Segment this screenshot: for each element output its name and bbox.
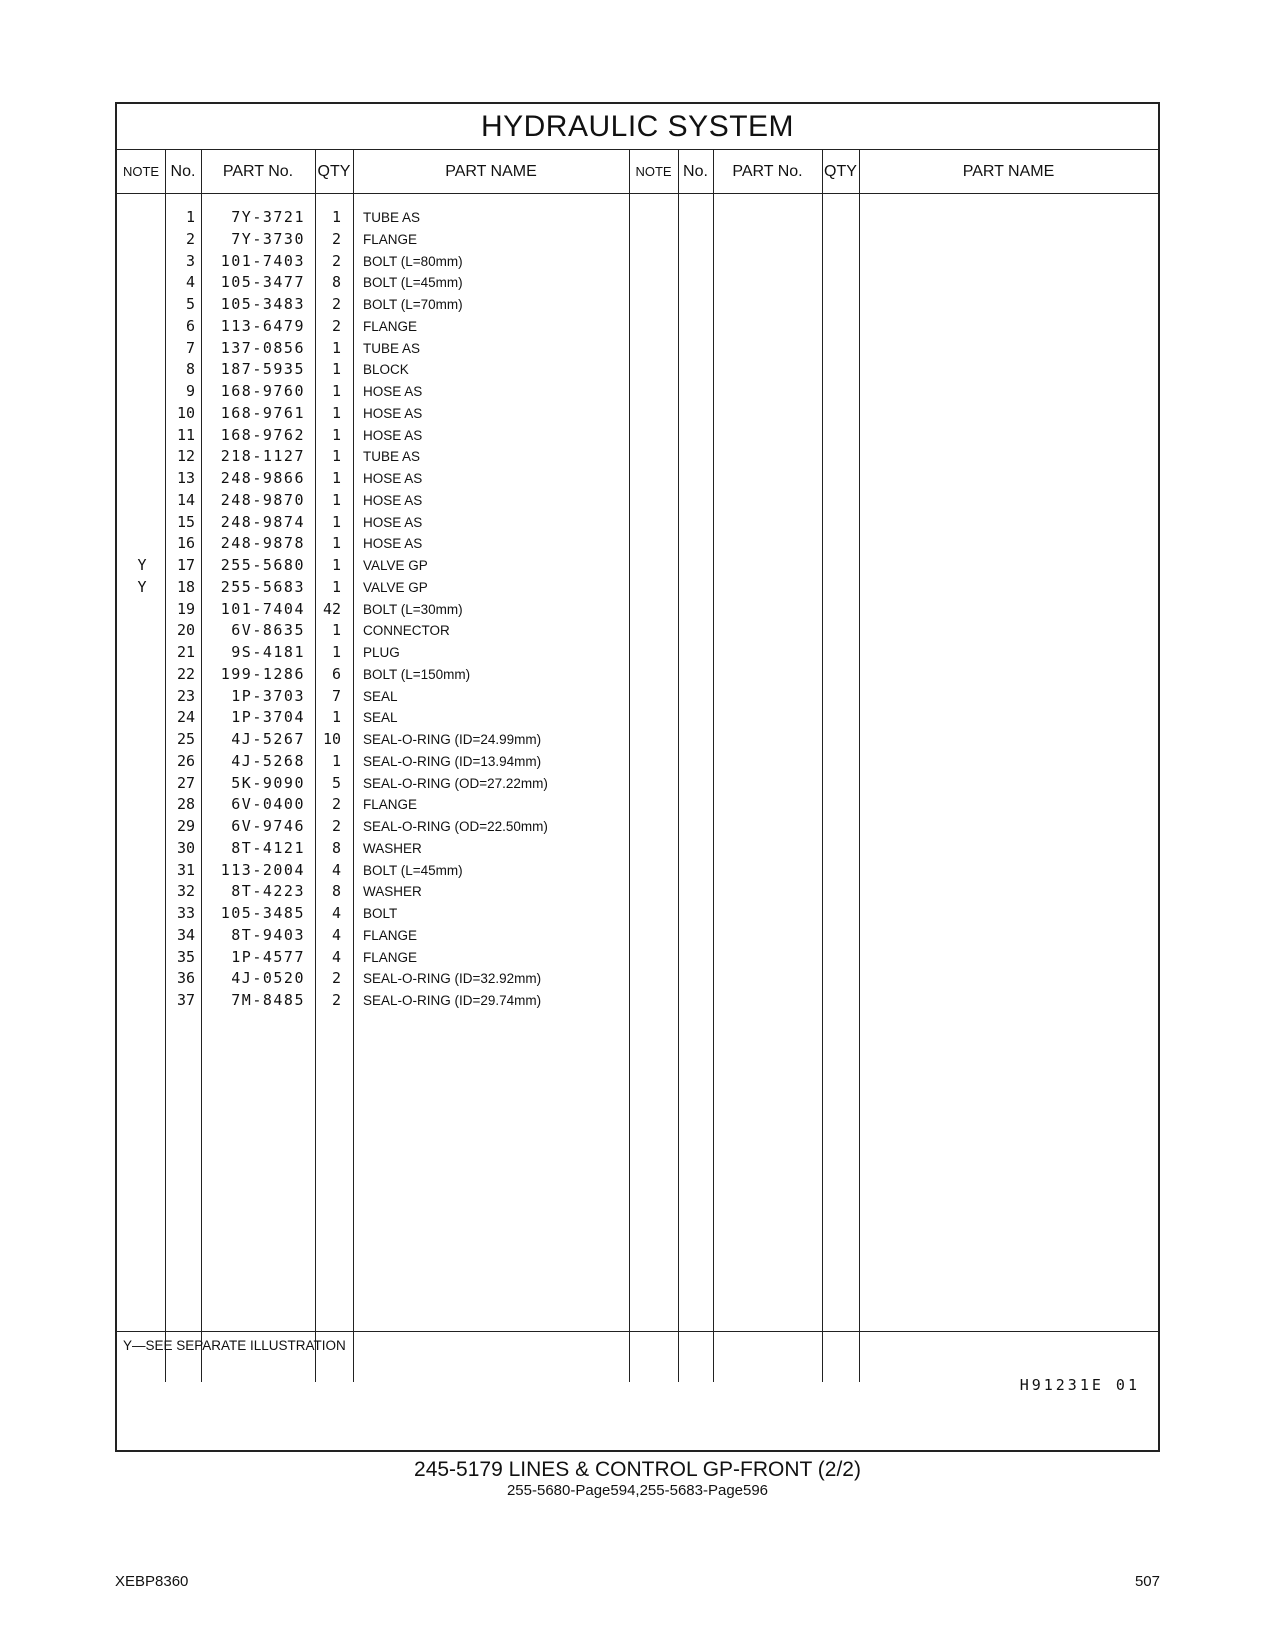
table-row — [117, 838, 677, 860]
part-number-cell: 168-9760 — [220, 382, 305, 400]
part-name-cell: BLOCK — [363, 362, 409, 378]
item-number-cell: 6 — [185, 316, 195, 335]
table-row — [117, 425, 677, 447]
part-number-cell: 7M-8485 — [231, 991, 305, 1009]
quantity-cell: 4 — [331, 925, 341, 944]
table-row — [117, 903, 677, 925]
item-number-cell: 15 — [176, 512, 195, 531]
item-number-cell: 32 — [176, 882, 195, 901]
item-number-cell: 11 — [176, 425, 195, 444]
table-row — [117, 207, 677, 229]
part-number-cell: 199-1286 — [220, 664, 305, 683]
part-number-cell: 248-9874 — [220, 512, 305, 531]
item-number-cell: 23 — [176, 686, 195, 705]
item-number-cell: 25 — [176, 730, 195, 748]
document-id: XEBP8360 — [115, 1573, 189, 1590]
figure-subcaption: 255-5680-Page594,255-5683-Page596 — [506, 1482, 769, 1499]
part-number-cell: 101-7403 — [220, 251, 305, 270]
item-number-cell: 19 — [176, 599, 195, 618]
table-row — [117, 773, 677, 795]
quantity-cell: 1 — [331, 447, 341, 466]
note-cell — [117, 860, 167, 882]
note-cell — [117, 729, 167, 751]
header-qty-left: QTY — [317, 163, 351, 180]
part-name-cell: HOSE AS — [363, 492, 423, 508]
note-cell — [117, 446, 167, 468]
item-number-cell: 36 — [176, 969, 195, 988]
quantity-cell: 1 — [331, 338, 341, 357]
item-number-cell: 34 — [176, 925, 195, 944]
part-number-cell: 101-7404 — [220, 599, 305, 618]
column-divider — [859, 150, 860, 1382]
part-number-cell: 113-2004 — [220, 860, 305, 879]
column-header-row — [117, 150, 1158, 194]
item-number-cell: 28 — [176, 795, 195, 814]
table-row — [117, 533, 677, 555]
note-cell — [117, 686, 167, 708]
note-cell — [117, 425, 167, 447]
figure-caption: 245-5179 LINES & CONTROL GP-FRONT (2/2) — [414, 1458, 861, 1481]
table-row — [117, 577, 677, 599]
part-name-cell: SEAL-O-RING (OD=22.50mm) — [363, 819, 548, 834]
header-note-left: NOTE — [122, 164, 160, 179]
note-cell — [117, 751, 167, 773]
table-row — [117, 729, 677, 751]
part-number-cell: 255-5683 — [220, 577, 305, 596]
part-name-cell: BOLT (L=30mm) — [363, 601, 463, 617]
part-number-cell: 1P-4577 — [231, 947, 305, 966]
note-cell — [117, 773, 167, 795]
quantity-cell: 1 — [331, 403, 341, 422]
table-row — [117, 555, 677, 577]
part-name-cell: BOLT — [363, 906, 398, 921]
part-number-cell: 248-9866 — [220, 469, 305, 487]
item-number-cell: 13 — [176, 469, 195, 487]
table-bottom-rule — [117, 1331, 1158, 1332]
quantity-cell: 1 — [331, 490, 341, 509]
table-row — [117, 664, 677, 686]
header-part-no-right: PART No. — [732, 163, 803, 180]
quantity-cell: 1 — [331, 643, 341, 661]
part-number-cell: 113-6479 — [220, 316, 305, 335]
part-number-cell: 255-5680 — [220, 556, 305, 574]
table-row — [117, 490, 677, 512]
item-number-cell: 8 — [185, 360, 195, 379]
part-number-cell: 7Y-3730 — [231, 229, 305, 248]
part-name-cell: TUBE AS — [363, 340, 421, 356]
header-qty-right: QTY — [824, 163, 857, 180]
part-name-cell: FLANGE — [363, 927, 418, 943]
item-number-cell: 27 — [176, 773, 195, 792]
table-row — [117, 968, 677, 990]
note-cell — [117, 794, 167, 816]
part-number-cell: 4J-5268 — [231, 751, 305, 770]
note-cell — [117, 642, 167, 664]
part-name-cell: TUBE AS — [363, 210, 421, 225]
part-number-cell: 8T-4121 — [231, 838, 305, 857]
quantity-cell: 6 — [331, 664, 341, 683]
table-row — [117, 707, 677, 729]
part-name-cell: SEAL — [363, 688, 398, 704]
part-name-cell: SEAL-O-RING (ID=24.99mm) — [363, 732, 542, 747]
quantity-cell: 4 — [331, 904, 341, 922]
item-number-cell: 7 — [185, 338, 195, 357]
sheet-code: H91231E 01 — [1019, 1376, 1140, 1394]
quantity-cell: 1 — [331, 382, 341, 400]
table-row — [117, 925, 677, 947]
part-number-cell: 6V-0400 — [231, 795, 305, 814]
note-cell — [117, 990, 167, 1012]
note-cell — [117, 359, 167, 381]
header-no-left: No. — [170, 163, 196, 180]
table-row — [117, 990, 677, 1012]
note-cell — [117, 599, 167, 621]
note-cell — [117, 229, 167, 251]
table-row — [117, 229, 677, 251]
part-name-cell: BOLT (L=45mm) — [363, 862, 463, 878]
table-row — [117, 359, 677, 381]
quantity-cell: 8 — [331, 273, 341, 292]
part-name-cell: VALVE GP — [363, 558, 428, 573]
part-number-cell: 6V-8635 — [231, 621, 305, 640]
table-row — [117, 512, 677, 534]
quantity-cell: 2 — [331, 969, 341, 988]
item-number-cell: 20 — [176, 621, 195, 640]
item-number-cell: 21 — [176, 643, 195, 661]
part-name-cell: HOSE AS — [363, 514, 423, 530]
note-cell — [117, 664, 167, 686]
part-name-cell: HOSE AS — [363, 405, 423, 421]
table-row — [117, 860, 677, 882]
table-row — [117, 642, 677, 664]
part-name-cell: SEAL — [363, 710, 398, 726]
part-name-cell: FLANGE — [363, 949, 418, 965]
quantity-cell: 5 — [331, 773, 341, 792]
part-number-cell: 4J-0520 — [231, 969, 305, 988]
item-number-cell: 33 — [176, 904, 195, 922]
item-number-cell: 10 — [176, 403, 195, 422]
part-name-cell: SEAL-O-RING (ID=29.74mm) — [363, 993, 542, 1008]
quantity-cell: 1 — [331, 208, 341, 226]
part-number-cell: 5K-9090 — [231, 773, 305, 792]
part-name-cell: FLANGE — [363, 318, 418, 334]
part-number-cell: 105-3485 — [220, 904, 305, 922]
part-name-cell: HOSE AS — [363, 536, 423, 552]
table-row — [117, 338, 677, 360]
page-number: 507 — [1134, 1573, 1160, 1590]
part-name-cell: BOLT (L=80mm) — [363, 253, 463, 269]
part-name-cell: SEAL-O-RING (ID=32.92mm) — [363, 971, 542, 987]
table-row — [117, 686, 677, 708]
item-number-cell: 12 — [176, 447, 195, 466]
part-name-cell: HOSE AS — [363, 471, 423, 486]
item-number-cell: 16 — [176, 534, 195, 553]
item-number-cell: 14 — [176, 490, 195, 509]
part-number-cell: 168-9761 — [220, 403, 305, 422]
note-cell — [117, 512, 167, 534]
quantity-cell: 2 — [331, 316, 341, 335]
quantity-cell: 2 — [331, 795, 341, 814]
quantity-cell: 4 — [331, 947, 341, 966]
part-name-cell: SEAL-O-RING (ID=13.94mm) — [363, 753, 542, 769]
note-cell — [117, 272, 167, 294]
note-cell — [117, 490, 167, 512]
table-row — [117, 272, 677, 294]
table-row — [117, 947, 677, 969]
note-cell — [117, 881, 167, 903]
quantity-cell: 2 — [331, 229, 341, 248]
note-cell — [117, 207, 167, 229]
part-number-cell: 8T-4223 — [231, 882, 305, 901]
column-divider — [713, 150, 714, 1382]
table-row — [117, 381, 677, 403]
column-divider — [822, 150, 823, 1382]
part-name-cell: VALVE GP — [363, 579, 428, 595]
quantity-cell: 1 — [331, 708, 341, 727]
quantity-cell: 1 — [331, 425, 341, 444]
table-row — [117, 316, 677, 338]
table-row — [117, 881, 677, 903]
note-cell — [117, 294, 167, 316]
header-part-name-right: PART NAME — [962, 163, 1055, 180]
part-name-cell: WASHER — [363, 840, 422, 856]
item-number-cell: 30 — [176, 838, 195, 857]
quantity-cell: 1 — [331, 621, 341, 640]
item-number-cell: 24 — [176, 708, 195, 727]
part-number-cell: 1P-3703 — [231, 686, 305, 705]
note-cell — [117, 707, 167, 729]
quantity-cell: 4 — [331, 860, 341, 879]
part-name-cell: CONNECTOR — [363, 623, 450, 639]
table-row — [117, 816, 677, 838]
item-number-cell: 35 — [176, 947, 195, 966]
section-title: HYDRAULIC SYSTEM — [117, 104, 1158, 150]
note-cell — [117, 838, 167, 860]
note-cell — [117, 903, 167, 925]
part-name-cell: HOSE AS — [363, 427, 423, 443]
header-no-right: No. — [683, 163, 708, 180]
part-name-cell: FLANGE — [363, 797, 418, 813]
note-cell: Y — [137, 577, 147, 596]
note-cell — [117, 403, 167, 425]
quantity-cell: 2 — [331, 251, 341, 270]
table-row — [117, 403, 677, 425]
item-number-cell: 29 — [176, 817, 195, 835]
item-number-cell: 3 — [185, 251, 195, 270]
quantity-cell: 8 — [331, 882, 341, 901]
quantity-cell: 1 — [331, 534, 341, 553]
part-name-cell: PLUG — [363, 645, 400, 660]
header-part-no-left: PART No. — [222, 163, 294, 180]
item-number-cell: 9 — [185, 382, 195, 400]
part-name-cell: BOLT (L=150mm) — [363, 666, 471, 682]
table-row — [117, 794, 677, 816]
part-name-cell: FLANGE — [363, 231, 418, 247]
item-number-cell: 22 — [176, 664, 195, 683]
part-name-cell: WASHER — [363, 884, 422, 900]
note-cell — [117, 620, 167, 642]
part-number-cell: 168-9762 — [220, 425, 305, 444]
part-number-cell: 105-3483 — [220, 295, 305, 313]
quantity-cell: 2 — [331, 991, 341, 1009]
item-number-cell: 18 — [176, 577, 195, 596]
parts-list-frame — [115, 102, 1160, 1452]
quantity-cell: 1 — [331, 577, 341, 596]
quantity-cell: 1 — [331, 556, 341, 574]
note-cell — [117, 381, 167, 403]
part-number-cell: 6V-9746 — [231, 817, 305, 835]
note-cell — [117, 468, 167, 490]
note-cell — [117, 338, 167, 360]
table-row — [117, 251, 677, 273]
part-name-cell: TUBE AS — [363, 449, 421, 465]
quantity-cell: 1 — [331, 512, 341, 531]
header-note-right: NOTE — [635, 164, 672, 179]
table-row — [117, 294, 677, 316]
part-number-cell: 105-3477 — [220, 273, 305, 292]
item-number-cell: 1 — [185, 208, 195, 226]
header-part-name-left: PART NAME — [445, 163, 537, 180]
part-number-cell: 4J-5267 — [231, 730, 305, 748]
part-number-cell: 7Y-3721 — [231, 208, 305, 226]
table-row — [117, 468, 677, 490]
quantity-cell: 1 — [331, 751, 341, 770]
table-row — [117, 751, 677, 773]
note-cell — [117, 816, 167, 838]
part-number-cell: 137-0856 — [220, 338, 305, 357]
column-divider — [678, 150, 679, 1382]
part-name-cell: SEAL-O-RING (OD=27.22mm) — [363, 775, 548, 791]
note-cell — [117, 968, 167, 990]
quantity-cell: 2 — [331, 295, 341, 313]
footnote: Y—SEE SEPARATE ILLUSTRATION — [123, 1338, 346, 1353]
item-number-cell: 26 — [176, 751, 195, 770]
quantity-cell: 42 — [322, 599, 341, 618]
item-number-cell: 17 — [176, 556, 195, 574]
part-name-cell: HOSE AS — [363, 384, 423, 399]
quantity-cell: 10 — [322, 730, 341, 748]
item-number-cell: 4 — [185, 273, 195, 292]
part-number-cell: 8T-9403 — [231, 925, 305, 944]
quantity-cell: 8 — [331, 838, 341, 857]
quantity-cell: 7 — [331, 686, 341, 705]
part-number-cell: 187-5935 — [220, 360, 305, 379]
part-number-cell: 248-9878 — [220, 534, 305, 553]
quantity-cell: 1 — [331, 469, 341, 487]
item-number-cell: 2 — [185, 229, 195, 248]
part-number-cell: 218-1127 — [220, 447, 305, 466]
note-cell — [117, 925, 167, 947]
part-number-cell: 1P-3704 — [231, 708, 305, 727]
table-row — [117, 620, 677, 642]
part-name-cell: BOLT (L=45mm) — [363, 275, 463, 291]
item-number-cell: 31 — [176, 860, 195, 879]
part-name-cell: BOLT (L=70mm) — [363, 297, 463, 312]
parts-table-body — [117, 207, 677, 1012]
table-row — [117, 446, 677, 468]
item-number-cell: 5 — [185, 295, 195, 313]
item-number-cell: 37 — [176, 991, 195, 1009]
note-cell — [117, 947, 167, 969]
table-row — [117, 599, 677, 621]
part-number-cell: 248-9870 — [220, 490, 305, 509]
note-cell — [117, 533, 167, 555]
quantity-cell: 1 — [331, 360, 341, 379]
note-cell — [117, 251, 167, 273]
note-cell: Y — [137, 556, 147, 574]
quantity-cell: 2 — [331, 817, 341, 835]
note-cell — [117, 316, 167, 338]
part-number-cell: 9S-4181 — [231, 643, 305, 661]
